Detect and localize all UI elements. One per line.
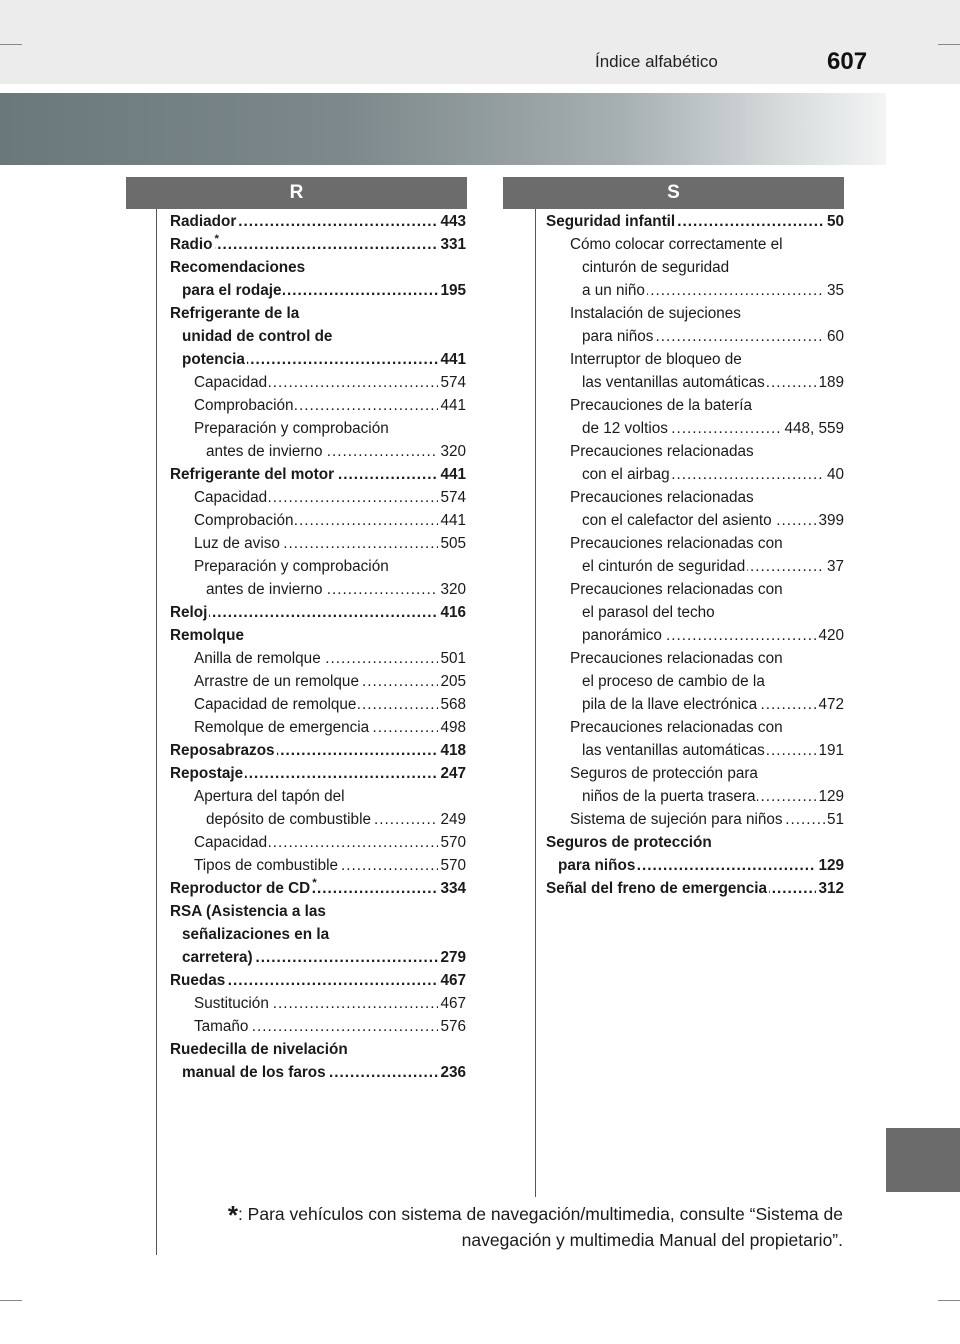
index-r-entry — [170, 739, 466, 762]
index-s-entry — [546, 210, 844, 233]
index-r-entry-page: 441 — [438, 394, 466, 417]
index-r-entry-label: Arrastre de un remolque — [194, 673, 359, 690]
index-s-entry-label: Precauciones relacionadas con — [570, 535, 783, 552]
index-r-entry-page: 467 — [438, 969, 466, 992]
index-r-entry — [170, 785, 466, 808]
index-s-entry — [546, 831, 844, 854]
index-r-entry — [170, 1061, 466, 1084]
index-r-entry-label: Remolque de emergencia — [194, 719, 370, 736]
index-s-entry — [546, 417, 844, 440]
index-s-entry-label: Instalación de sujeciones — [570, 305, 741, 322]
index-s-entry — [546, 739, 844, 762]
index-r-entry-page: 320 — [438, 578, 466, 601]
index-r-entry-label: carretera) — [182, 949, 253, 966]
index-r-entry — [170, 440, 466, 463]
index-s-entry-page: 472 — [816, 693, 844, 716]
index-r-entry-label: Comprobación — [194, 512, 294, 529]
index-s-entry-page: 50 — [825, 210, 844, 233]
index-s-entry-label: el cinturón de seguridad — [582, 558, 746, 575]
crop-mark — [938, 44, 960, 45]
index-r-entry-page: 568 — [438, 693, 466, 716]
index-s-entry-page: 35 — [825, 279, 844, 302]
index-s-entry-page: 448, 559 — [782, 417, 844, 440]
index-r-entry-label: Recomendaciones — [170, 259, 306, 276]
index-r-entry — [170, 670, 466, 693]
index-s-entry-label: para niños — [558, 857, 636, 874]
index-r-entry — [170, 578, 466, 601]
index-s-entry-page: 40 — [825, 463, 844, 486]
index-r-entry — [170, 647, 466, 670]
index-r-entry-page: 574 — [438, 486, 466, 509]
index-s-entry-label: Precauciones relacionadas con — [570, 650, 783, 667]
index-r-entry-page: 279 — [438, 946, 466, 969]
index-s-entry-page: 51 — [825, 808, 844, 831]
index-r-entry — [170, 233, 466, 256]
index-r-entry-page: 331 — [438, 233, 466, 256]
index-r-entry-label: Capacidad — [194, 834, 268, 851]
index-s-entry — [546, 532, 844, 555]
index-r-entry-label: Preparación y comprobación — [194, 558, 389, 575]
index-r-entry-label: unidad de control de — [182, 328, 333, 345]
index-r-entry-label: Reloj — [170, 604, 208, 621]
index-r-entry-label: Ruedecilla de nivelación — [170, 1041, 348, 1058]
index-s-entry-page: 37 — [825, 555, 844, 578]
index-s-entry-label: Señal del freno de emergencia — [546, 880, 768, 897]
index-r-entry — [170, 923, 466, 946]
index-s-entry-label: panorámico — [582, 627, 662, 644]
index-s-entry-label: Precauciones relacionadas — [570, 489, 754, 506]
section-header-s: S — [503, 177, 844, 209]
index-r-entry — [170, 325, 466, 348]
index-r-entry-label: Anilla de remolque — [194, 650, 321, 667]
index-s-entry-label: Precauciones relacionadas con — [570, 581, 783, 598]
index-r-entry — [170, 1015, 466, 1038]
index-column-r — [170, 210, 466, 1084]
index-r-entry — [170, 762, 466, 785]
index-r-entry-label: Radio — [170, 236, 213, 253]
index-r-entry-label: Reproductor de CD — [170, 880, 311, 897]
index-r-entry-page: 249 — [438, 808, 466, 831]
index-r-entry-label: antes de invierno — [206, 443, 323, 460]
index-r-entry-page: 205 — [438, 670, 466, 693]
index-s-entry — [546, 716, 844, 739]
index-s-entry — [546, 693, 844, 716]
index-s-entry-label: el parasol del techo — [582, 604, 715, 621]
index-s-entry — [546, 256, 844, 279]
index-s-entry-page: 312 — [816, 877, 844, 900]
footnote-line-2: navegación y multimedia Manual del propietario”. — [461, 1230, 843, 1250]
index-r-entry — [170, 463, 466, 486]
footnote-ref: * — [312, 877, 317, 890]
index-s-entry — [546, 509, 844, 532]
index-r-entry-label: Luz de aviso — [194, 535, 280, 552]
index-s-entry-label: Precauciones relacionadas — [570, 443, 754, 460]
index-s-entry — [546, 463, 844, 486]
index-s-entry-label: cinturón de seguridad — [582, 259, 730, 276]
index-r-entry — [170, 693, 466, 716]
index-s-entry-label: para niños — [582, 328, 654, 345]
index-r-entry-page: 441 — [438, 348, 466, 371]
index-s-entry — [546, 877, 844, 900]
index-r-entry — [170, 486, 466, 509]
index-s-entry — [546, 302, 844, 325]
index-s-entry — [546, 486, 844, 509]
index-s-entry-label: con el calefactor del asiento — [582, 512, 772, 529]
index-r-entry-page: 195 — [438, 279, 466, 302]
index-r-entry — [170, 946, 466, 969]
index-s-entry-label: Seguros de protección — [546, 834, 712, 851]
index-r-entry-page: 570 — [438, 831, 466, 854]
index-r-entry-label: depósito de combustible — [206, 811, 371, 828]
index-s-entry — [546, 394, 844, 417]
index-s-entry — [546, 279, 844, 302]
index-r-entry-label: Repostaje — [170, 765, 244, 782]
index-s-entry — [546, 555, 844, 578]
index-s-entry-label: Sistema de sujeción para niños — [570, 811, 783, 828]
index-r-entry — [170, 302, 466, 325]
index-s-entry-label: niños de la puerta trasera — [582, 788, 756, 805]
index-r-entry-page: 574 — [438, 371, 466, 394]
index-r-entry — [170, 1038, 466, 1061]
index-r-entry — [170, 417, 466, 440]
index-s-entry — [546, 785, 844, 808]
index-r-entry-label: Capacidad de remolque — [194, 696, 357, 713]
index-s-entry — [546, 233, 844, 256]
crop-mark — [0, 44, 22, 45]
index-s-entry-page: 129 — [816, 785, 844, 808]
index-r-entry-label: Ruedas — [170, 972, 226, 989]
index-s-entry-label: el proceso de cambio de la — [582, 673, 765, 690]
index-s-entry-label: de 12 voltios — [582, 420, 668, 437]
index-r-entry-page: 467 — [438, 992, 466, 1015]
index-s-entry — [546, 601, 844, 624]
index-s-entry — [546, 647, 844, 670]
side-tab — [886, 1128, 960, 1192]
index-r-entry — [170, 601, 466, 624]
index-s-entry-page: 60 — [825, 325, 844, 348]
index-s-entry-label: las ventanillas automáticas — [582, 742, 765, 759]
index-r-entry — [170, 900, 466, 923]
index-s-entry-page: 420 — [816, 624, 844, 647]
footnote — [196, 1202, 843, 1253]
index-r-entry — [170, 808, 466, 831]
index-s-entry — [546, 854, 844, 877]
index-r-entry — [170, 348, 466, 371]
index-s-entry-label: Interruptor de bloqueo de — [570, 351, 742, 368]
index-r-entry-label: Refrigerante del motor — [170, 466, 335, 483]
index-s-entry-label: Seguridad infantil — [546, 213, 676, 230]
index-r-entry-page: 236 — [438, 1061, 466, 1084]
index-r-entry — [170, 969, 466, 992]
index-s-entry-label: Cómo colocar correctamente el — [570, 236, 783, 253]
index-s-entry-label: Precauciones relacionadas con — [570, 719, 783, 736]
index-r-entry — [170, 624, 466, 647]
index-r-entry-label: Remolque — [170, 627, 244, 644]
index-r-entry — [170, 716, 466, 739]
index-s-entry-page: 129 — [816, 854, 844, 877]
column-rule-left — [156, 209, 157, 1255]
index-r-entry-page: 505 — [438, 532, 466, 555]
index-s-entry-label: a un niño — [582, 282, 645, 299]
index-r-entry — [170, 532, 466, 555]
index-column-s — [546, 210, 844, 900]
index-r-entry-page: 441 — [438, 463, 466, 486]
index-r-entry — [170, 394, 466, 417]
dot-leader — [170, 601, 466, 624]
footnote-mark: * — [227, 1200, 238, 1230]
index-r-entry-label: Preparación y comprobación — [194, 420, 389, 437]
index-r-entry — [170, 256, 466, 279]
index-r-entry-label: Tipos de combustible — [194, 857, 338, 874]
index-s-entry — [546, 348, 844, 371]
index-r-entry — [170, 210, 466, 233]
index-r-entry — [170, 509, 466, 532]
index-r-entry — [170, 371, 466, 394]
index-r-entry-label: Radiador — [170, 213, 237, 230]
index-r-entry-page: 247 — [438, 762, 466, 785]
index-r-entry-label: Capacidad — [194, 374, 268, 391]
column-rule-middle — [535, 209, 536, 1197]
index-r-entry — [170, 831, 466, 854]
index-s-entry-page: 189 — [816, 371, 844, 394]
index-r-entry-page: 334 — [438, 877, 466, 900]
index-s-entry — [546, 578, 844, 601]
index-s-entry — [546, 624, 844, 647]
index-r-entry-label: Tamaño — [194, 1018, 249, 1035]
index-r-entry-label: potencia — [182, 351, 245, 368]
index-r-entry-page: 441 — [438, 509, 466, 532]
index-r-entry-label: Sustitución — [194, 995, 269, 1012]
index-r-entry-label: Apertura del tapón del — [194, 788, 345, 805]
index-r-entry-label: señalizaciones en la — [182, 926, 330, 943]
index-r-entry-page: 576 — [438, 1015, 466, 1038]
index-r-entry-label: RSA (Asistencia a las — [170, 903, 326, 920]
footnote-line-1: : Para vehículos con sistema de navegación/multimedia, consulte “Sistema de — [237, 1204, 843, 1224]
header-band — [0, 93, 886, 165]
top-strip — [0, 0, 960, 84]
index-s-entry-label: pila de la llave electrónica — [582, 696, 758, 713]
index-s-entry — [546, 762, 844, 785]
index-r-entry-page: 443 — [438, 210, 466, 233]
index-s-entry — [546, 371, 844, 394]
index-s-entry — [546, 325, 844, 348]
index-r-entry — [170, 877, 466, 900]
footnote-ref: * — [214, 233, 219, 246]
index-r-entry-label: para el rodaje — [182, 282, 282, 299]
index-r-entry-label: manual de los faros — [182, 1064, 326, 1081]
index-s-entry — [546, 808, 844, 831]
index-s-entry — [546, 670, 844, 693]
page-title: Índice alfabético — [595, 52, 718, 71]
index-r-entry-label: Comprobación — [194, 397, 294, 414]
index-r-entry — [170, 992, 466, 1015]
index-r-entry — [170, 279, 466, 302]
index-r-entry-page: 418 — [438, 739, 466, 762]
index-s-entry-label: Precauciones de la batería — [570, 397, 752, 414]
page-number: 607 — [827, 48, 868, 75]
section-header-r: R — [126, 177, 467, 209]
index-r-entry-page: 498 — [438, 716, 466, 739]
index-r-entry-label: Reposabrazos — [170, 742, 275, 759]
index-r-entry-label: antes de invierno — [206, 581, 323, 598]
index-r-entry-label: Refrigerante de la — [170, 305, 300, 322]
index-r-entry-label: Capacidad — [194, 489, 268, 506]
index-s-entry-page: 191 — [816, 739, 844, 762]
index-r-entry — [170, 555, 466, 578]
crop-mark — [0, 1300, 22, 1301]
index-r-entry-page: 416 — [438, 601, 466, 624]
index-r-entry — [170, 854, 466, 877]
index-r-entry-page: 320 — [438, 440, 466, 463]
index-s-entry-label: Seguros de protección para — [570, 765, 758, 782]
index-r-entry-page: 570 — [438, 854, 466, 877]
index-s-entry-label: las ventanillas automáticas — [582, 374, 765, 391]
index-s-entry-page: 399 — [816, 509, 844, 532]
index-r-entry-page: 501 — [438, 647, 466, 670]
index-s-entry — [546, 440, 844, 463]
crop-mark — [938, 1300, 960, 1301]
index-s-entry-label: con el airbag — [582, 466, 670, 483]
